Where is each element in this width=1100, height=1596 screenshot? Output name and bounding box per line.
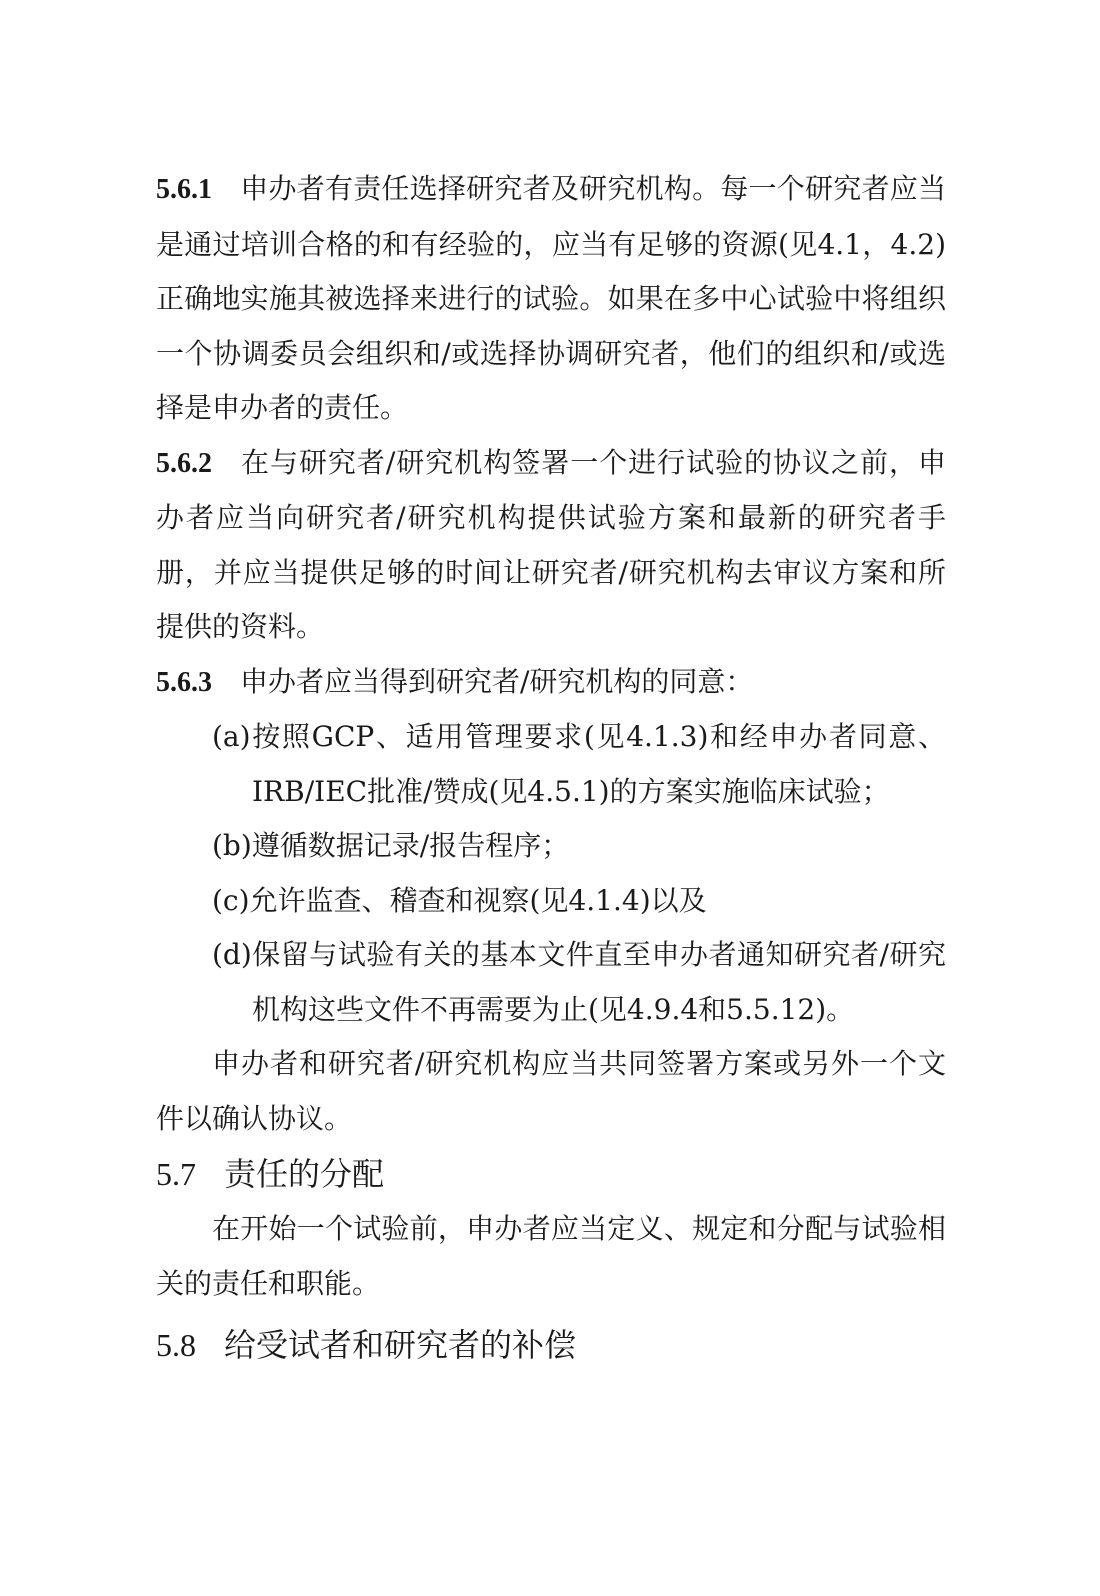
- section-number: 5.7: [156, 1156, 196, 1192]
- clause-5-6-2: [156, 436, 946, 655]
- section-heading-5-7: [156, 1146, 946, 1202]
- clause-text: 在与研究者/研究机构签署一个进行试验的协议之前，申办者应当向研究者/研究机构提供试验方案和最新的研究者手册，并应当提供足够的时间让研究者/研究机构去审议方案和所提供的资料。: [156, 445, 946, 643]
- list-item-a: (a)按照GCP、适用管理要求(见4.1.3)和经申办者同意、IRB/IEC批准/赞成(见4.5.1)的方案实施临床试验；: [212, 720, 946, 808]
- section-5-7-body: 在开始一个试验前，申办者应当定义、规定和分配与试验相关的责任和职能。: [156, 1212, 946, 1300]
- section-number: 5.8: [156, 1327, 196, 1363]
- list-item-d: (d)保留与试验有关的基本文件直至申办者通知研究者/研究机构这些文件不再需要为止(见4.9.4和5.5.12)。: [212, 938, 946, 1026]
- clause-number: 5.6.1: [156, 174, 212, 205]
- document-page: [156, 162, 946, 1373]
- clause-number: 5.6.3: [156, 666, 212, 698]
- closing-paragraph: 申办者和研究者/研究机构应当共同签署方案或另外一个文件以确认协议。: [156, 1047, 946, 1135]
- clause-text: 申办者应当得到研究者/研究机构的同意：: [240, 664, 754, 698]
- list-item-c: (c)允许监查、稽查和视察(见4.1.4)以及: [212, 883, 707, 917]
- clause-text: 申办者有责任选择研究者及研究机构。每一个研究者应当是通过培训合格的和有经验的，应当有足够的资源(见4.1，4.2)正确地实施其被选择来进行的试验。如果在多中心试验中将组织一个协调委员会组织和/或选择协调研究者，他们的组织和/或选择是申办者的责任。: [156, 172, 946, 424]
- list-item-b: (b)遵循数据记录/报告程序；: [212, 829, 570, 862]
- section-title: 责任的分配: [224, 1155, 385, 1193]
- clause-5-6-1: [156, 162, 946, 436]
- section-heading-5-8: [156, 1317, 946, 1373]
- section-title: 给受试者和研究者的补偿: [224, 1326, 577, 1364]
- clause-5-6-3: [156, 655, 946, 711]
- clause-number: 5.6.2: [156, 447, 212, 479]
